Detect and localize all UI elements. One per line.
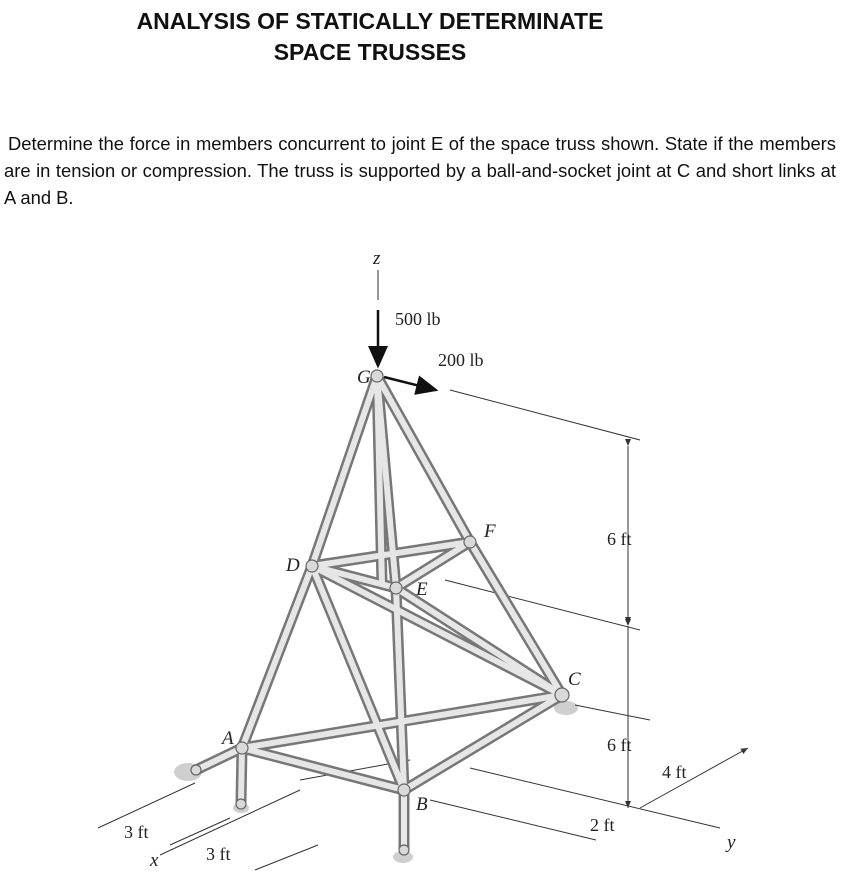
- ext-line-low: [575, 705, 650, 720]
- load-arrow-horizontal: [384, 377, 436, 390]
- load-label-200: 200 lb: [438, 350, 484, 370]
- joint-g: [371, 370, 383, 382]
- dim-label-2ft: 2 ft: [590, 815, 615, 835]
- link-end-a-z: [236, 799, 246, 809]
- dim-label-3ft-a: 3 ft: [124, 822, 149, 842]
- joint-a: [236, 742, 248, 754]
- joint-label-e: E: [416, 579, 428, 600]
- joint-label-b: B: [416, 794, 428, 815]
- joint-label-c: C: [568, 669, 581, 690]
- dim-label-6ft-lower: 6 ft: [607, 735, 632, 755]
- dim-2ft: [430, 800, 596, 840]
- dim-label-4ft: 4 ft: [662, 762, 687, 782]
- joint-label-d: D: [286, 555, 300, 576]
- joint-label-f: F: [484, 521, 496, 542]
- title-line-1: ANALYSIS OF STATICALLY DETERMINATE: [136, 8, 604, 34]
- joint-d: [306, 560, 318, 572]
- joint-label-g: G: [357, 367, 371, 388]
- joint-f: [464, 536, 476, 548]
- axis-label-y: y: [727, 832, 736, 853]
- joint-label-a: A: [222, 728, 234, 749]
- axis-label-x: x: [150, 850, 159, 871]
- dim-label-3ft-b: 3 ft: [206, 844, 231, 864]
- load-label-500: 500 lb: [395, 309, 441, 329]
- joint-b: [398, 784, 410, 796]
- title-line-2: SPACE TRUSSES: [273, 39, 467, 65]
- dim-4ft: [640, 748, 748, 808]
- ext-line-top: [450, 390, 640, 440]
- dim-label-6ft-upper: 6 ft: [607, 529, 632, 549]
- link-end-b-z: [399, 845, 409, 855]
- joint-e: [390, 582, 402, 594]
- joint-c: [555, 688, 569, 702]
- link-end-a-x: [191, 765, 201, 775]
- axis-label-z: z: [373, 248, 381, 269]
- ext-line-mid: [445, 580, 640, 630]
- dim-3ft-c: [255, 845, 318, 870]
- dim-3ft-b: [170, 818, 230, 845]
- problem-text: Determine the force in members concurrent to joint E of the space truss shown. State if the members are in tension or compression. The truss is supported by a ball-and-socket joint at C and short links at A and B.: [4, 133, 836, 208]
